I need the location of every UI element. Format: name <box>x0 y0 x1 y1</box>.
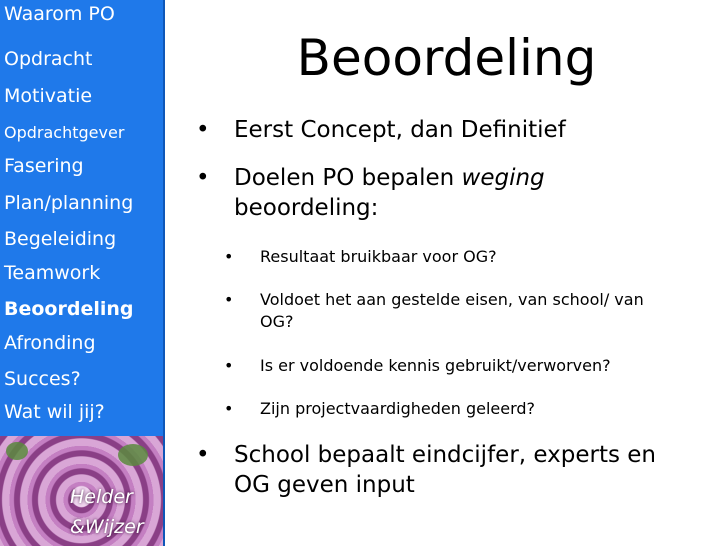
sub-bullet-icon: • <box>224 356 234 375</box>
sub-bullet-icon: • <box>224 247 234 266</box>
sub-bullet-text: Voldoet het aan gestelde eisen, van school/ van OG? <box>260 290 644 331</box>
bullet-icon: • <box>196 117 210 143</box>
bullet-text <box>234 163 654 223</box>
sub-bullet-icon: • <box>224 399 234 418</box>
sidebar-item-waarom-po[interactable]: Waarom PO <box>4 3 115 25</box>
leaf-shape <box>118 444 148 466</box>
sidebar <box>0 0 163 546</box>
sidebar-item-begeleiding[interactable]: Begeleiding <box>4 228 117 250</box>
sidebar-item-opdrachtgever[interactable]: Opdrachtgever <box>4 123 125 142</box>
sub-bullet-text: Is er voldoende kennis gebruikt/verworven? <box>260 356 611 375</box>
bullet-text-emphasis: weging <box>461 165 545 191</box>
bullet-text: School bepaalt eindcijfer, experts en OG geven input <box>234 442 656 498</box>
sidebar-item-motivatie[interactable]: Motivatie <box>4 85 93 107</box>
bullet-icon: • <box>196 442 210 468</box>
leaf-shape <box>6 442 28 460</box>
sidebar-item-wat-wil-jij[interactable]: Wat wil jij? <box>4 401 105 423</box>
sidebar-item-succes[interactable]: Succes? <box>4 368 81 390</box>
bullet-text-part: beoordeling: <box>234 195 379 221</box>
bullet-text-part: Doelen PO bepalen <box>234 165 462 191</box>
sidebar-item-fasering[interactable]: Fasering <box>4 155 84 177</box>
sub-bullet-text: Resultaat bruikbaar voor OG? <box>260 247 497 266</box>
sidebar-item-plan-planning[interactable]: Plan/planning <box>4 192 134 214</box>
bullet-icon: • <box>196 165 210 191</box>
logo-text-wijzer: &Wijzer <box>70 516 144 538</box>
bullet-text: Eerst Concept, dan Definitief <box>234 117 566 143</box>
sub-bullet-icon: • <box>224 290 234 309</box>
logo-text-helder: Helder <box>70 486 133 508</box>
sidebar-item-afronding[interactable]: Afronding <box>4 332 96 354</box>
slide-title: Beoordeling <box>296 29 597 87</box>
sidebar-item-opdracht[interactable]: Opdracht <box>4 48 93 70</box>
logo-image <box>0 436 163 546</box>
sidebar-item-beoordeling[interactable]: Beoordeling <box>4 298 134 320</box>
sub-bullet-text: Zijn projectvaardigheden geleerd? <box>260 399 536 418</box>
sidebar-item-teamwork[interactable]: Teamwork <box>4 262 101 284</box>
